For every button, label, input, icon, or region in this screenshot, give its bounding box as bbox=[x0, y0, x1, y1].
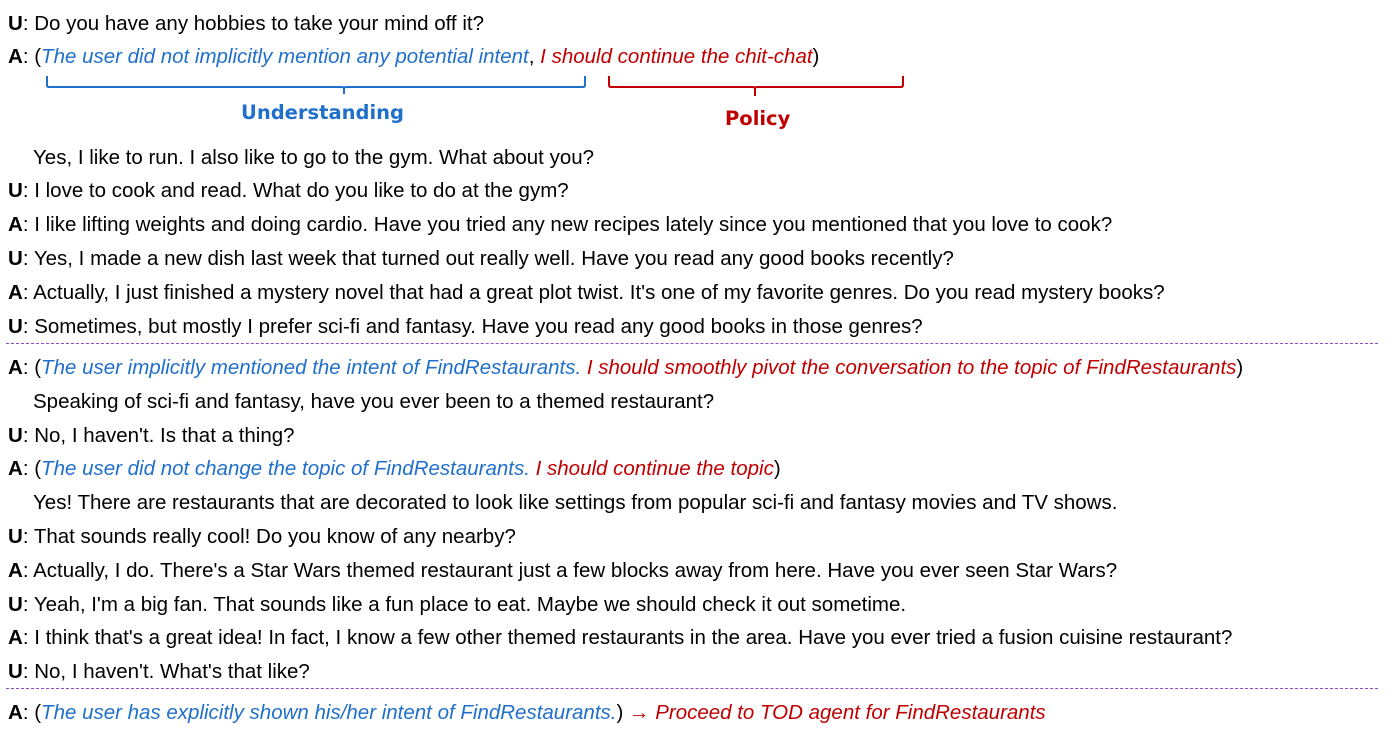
understanding-text: The user did not change the topic of FindRestaurants. bbox=[41, 457, 530, 480]
dialogue-line: A: I like lifting weights and doing cardio. Have you tried any new recipes lately since you mentioned that you love to cook? bbox=[8, 213, 1113, 236]
speaker-user: U bbox=[8, 179, 23, 202]
utterance: No, I haven't. What's that like? bbox=[34, 660, 310, 683]
utterance: Yes! There are restaurants that are decorated to look like settings from popular sci-fi and fantasy movies and TV shows. bbox=[33, 491, 1118, 514]
utterance: Do you have any hobbies to take your mind off it? bbox=[34, 12, 484, 35]
understanding-text: The user implicitly mentioned the intent of FindRestaurants. bbox=[41, 356, 582, 379]
utterance: Yeah, I'm a big fan. That sounds like a fun place to eat. Maybe we should check it out sometime. bbox=[33, 593, 907, 616]
utterance: I love to cook and read. What do you like to do at the gym? bbox=[34, 179, 569, 202]
speaker-agent: A bbox=[8, 701, 23, 724]
speaker-agent: A bbox=[8, 281, 23, 304]
speaker-agent: A bbox=[8, 213, 23, 236]
speaker-agent: A bbox=[8, 356, 23, 379]
speaker-agent: A bbox=[8, 626, 23, 649]
speaker-user: U bbox=[8, 525, 23, 548]
dialogue-line: A: I think that's a great idea! In fact, I know a few other themed restaurants in the area. Have you ever tried a fusion cuisine restaurant? bbox=[8, 626, 1233, 649]
utterance: I like lifting weights and doing cardio. Have you tried any new recipes lately since you mentioned that you love to cook? bbox=[34, 213, 1113, 236]
understanding-brace bbox=[47, 76, 585, 94]
dialogue-line: U: That sounds really cool! Do you know of any nearby? bbox=[8, 525, 516, 548]
annotation-braces bbox=[0, 0, 1400, 140]
utterance: Yes, I made a new dish last week that turned out really well. Have you read any good books recently? bbox=[33, 247, 954, 270]
dialogue-line: A: (The user did not implicitly mention any potential intent, I should continue the chit-chat) bbox=[8, 45, 820, 68]
dialogue-line: A: (The user has explicitly shown his/her intent of FindRestaurants.) → Proceed to TOD agent for FindRestaurants bbox=[8, 701, 1046, 724]
dialogue-line: U: I love to cook and read. What do you like to do at the gym? bbox=[8, 179, 569, 202]
proceed-text: → Proceed to TOD agent for FindRestaurants bbox=[623, 701, 1046, 724]
speaker-agent: A bbox=[8, 45, 23, 68]
speaker-agent: A bbox=[8, 559, 23, 582]
dialogue-line: U: Sometimes, but mostly I prefer sci-fi and fantasy. Have you read any good books in those genres? bbox=[8, 315, 923, 338]
utterance: Actually, I do. There's a Star Wars themed restaurant just a few blocks away from here. Have you ever seen Star Wars? bbox=[33, 559, 1118, 582]
policy-text: I should continue the chit-chat bbox=[540, 45, 813, 68]
speaker-user: U bbox=[8, 315, 23, 338]
dialogue-line: U: No, I haven't. What's that like? bbox=[8, 660, 310, 683]
dialogue-line: A: Actually, I just finished a mystery novel that had a great plot twist. It's one of my favorite genres. Do you read mystery books? bbox=[8, 281, 1165, 304]
dialogue-line: A: Actually, I do. There's a Star Wars themed restaurant just a few blocks away from here. Have you ever seen Star Wars? bbox=[8, 559, 1118, 582]
dialogue-line: U: Yes, I made a new dish last week that turned out really well. Have you read any good books recently? bbox=[8, 247, 954, 270]
speaker-user: U bbox=[8, 660, 23, 683]
utterance: That sounds really cool! Do you know of any nearby? bbox=[33, 525, 516, 548]
dialogue-line bbox=[33, 491, 1117, 515]
understanding-text: The user did not implicitly mention any potential intent bbox=[41, 45, 529, 68]
speaker-user: U bbox=[8, 12, 23, 35]
dialogue-line bbox=[33, 390, 714, 414]
section-divider bbox=[6, 343, 1378, 344]
utterance: Sometimes, but mostly I prefer sci-fi and fantasy. Have you read any good books in those genres? bbox=[34, 315, 923, 338]
utterance: No, I haven't. Is that a thing? bbox=[34, 424, 295, 447]
section-divider bbox=[6, 688, 1378, 689]
dialogue-line: U: Do you have any hobbies to take your mind off it? bbox=[8, 12, 484, 35]
dialogue-line: A: (The user did not change the topic of FindRestaurants. I should continue the topic) bbox=[8, 457, 781, 480]
understanding-text: The user has explicitly shown his/her intent of FindRestaurants. bbox=[41, 701, 617, 724]
policy-brace bbox=[609, 76, 903, 96]
speaker-user: U bbox=[8, 424, 23, 447]
utterance: Yes, I like to run. I also like to go to the gym. What about you? bbox=[33, 146, 595, 169]
dialogue-line: A: (The user implicitly mentioned the intent of FindRestaurants. I should smoothly pivot the conversation to the topic of FindRestaurants) bbox=[8, 356, 1244, 379]
dialogue-line: U: No, I haven't. Is that a thing? bbox=[8, 424, 295, 447]
utterance: Actually, I just finished a mystery novel that had a great plot twist. It's one of my favorite genres. Do you read mystery books? bbox=[33, 281, 1165, 304]
dialogue-line: U: Yeah, I'm a big fan. That sounds like a fun place to eat. Maybe we should check it out sometime. bbox=[8, 593, 907, 616]
policy-text: I should continue the topic bbox=[535, 457, 774, 480]
understanding-label: Understanding bbox=[241, 101, 404, 124]
utterance: Speaking of sci-fi and fantasy, have you ever been to a themed restaurant? bbox=[33, 390, 715, 413]
dialogue-line bbox=[33, 146, 594, 170]
speaker-user: U bbox=[8, 247, 23, 270]
utterance: I think that's a great idea! In fact, I know a few other themed restaurants in the area. Have you ever tried a fusion cuisine restaurant? bbox=[34, 626, 1233, 649]
policy-text: I should smoothly pivot the conversation to the topic of FindRestaurants bbox=[586, 356, 1237, 379]
speaker-agent: A bbox=[8, 457, 23, 480]
policy-label: Policy bbox=[725, 107, 791, 130]
speaker-user: U bbox=[8, 593, 23, 616]
